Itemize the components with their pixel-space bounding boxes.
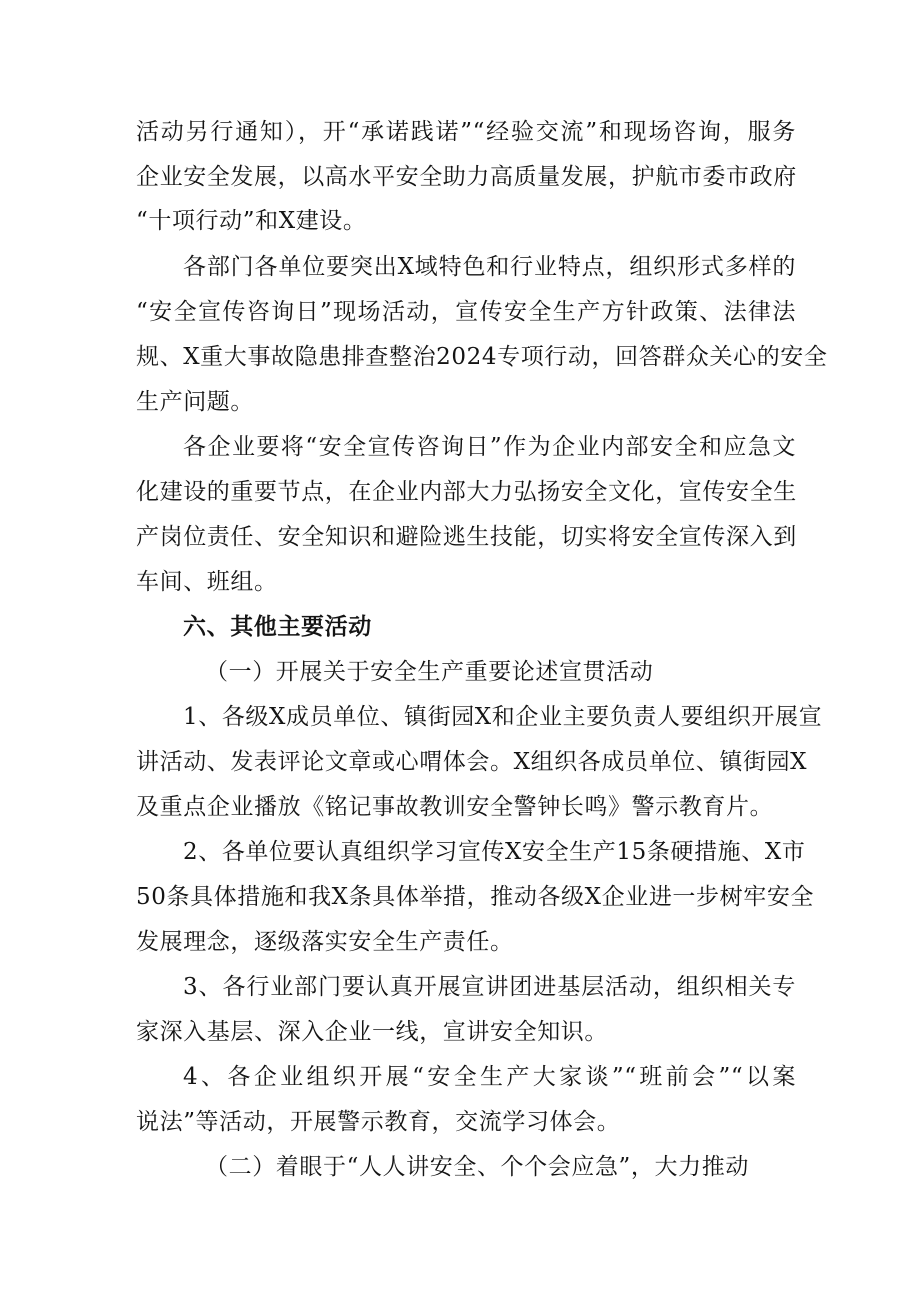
paragraph-line: 4、各企业组织开展“安全生产大家谈”“班前会”“以案 bbox=[183, 1064, 796, 1090]
paragraph-line: 化建设的重要节点，在企业内部大力弘扬安全文化，宣传安全生 bbox=[136, 479, 797, 505]
paragraph-line: 各部门各单位要突出X域特色和行业特点，组织形式多样的 bbox=[183, 254, 796, 280]
paragraph-line: “十项行动”和X建设。 bbox=[136, 208, 367, 234]
paragraph-line: 说法”等活动，开展警示教育，交流学习体会。 bbox=[136, 1109, 621, 1135]
paragraph-line: 家深入基层、深入企业一线，宣讲安全知识。 bbox=[136, 1019, 608, 1045]
paragraph-line: 规、X重大事故隐患排查整治2024专项行动，回答群众关心的安全 bbox=[136, 344, 828, 370]
paragraph-line: 企业安全发展，以高水平安全助力高质量发展，护航市委市政府 bbox=[136, 164, 797, 190]
paragraph-line: 50条具体措施和我X条具体举措，推动各级X企业进一步树牢安全 bbox=[136, 884, 815, 910]
subsection-heading: （二）着眼于“人人讲安全、个个会应急”，大力推动 bbox=[205, 1154, 749, 1180]
paragraph-line: 各企业要将“安全宣传咨询日”作为企业内部安全和应急文 bbox=[183, 434, 796, 460]
paragraph-line: 活动另行通知），开“承诺践诺”“经验交流”和现场咨询，服务 bbox=[136, 119, 796, 145]
subsection-heading: （一）开展关于安全生产重要论述宣贯活动 bbox=[205, 659, 654, 685]
paragraph-line: 1、各级X成员单位、镇街园X和企业主要负责人要组织开展宣 bbox=[183, 704, 823, 730]
paragraph-line: 3、各行业部门要认真开展宣讲团进基层活动，组织相关专 bbox=[183, 974, 796, 1000]
paragraph-line: 讲活动、发表评论文章或心喟体会。X组织各成员单位、镇街园X bbox=[136, 749, 808, 775]
paragraph-line: 车间、班组。 bbox=[136, 569, 278, 595]
paragraph-line: 发展理念，逐级落实安全生产责任。 bbox=[136, 929, 514, 955]
paragraph-line: 生产问题。 bbox=[136, 389, 254, 415]
paragraph-line: 产岗位责任、安全知识和避险逃生技能，切实将安全宣传深入到 bbox=[136, 524, 797, 550]
paragraph-line: 及重点企业播放《铭记事故教训安全警钟长鸣》警示教育片。 bbox=[136, 794, 774, 820]
paragraph-line: “安全宣传咨询日”现场活动，宣传安全生产方针政策、法律法 bbox=[136, 299, 796, 325]
paragraph-line: 2、各单位要认真组织学习宣传X安全生产15条硬措施、X市 bbox=[183, 839, 806, 865]
section-heading: 六、其他主要活动 bbox=[183, 614, 372, 640]
